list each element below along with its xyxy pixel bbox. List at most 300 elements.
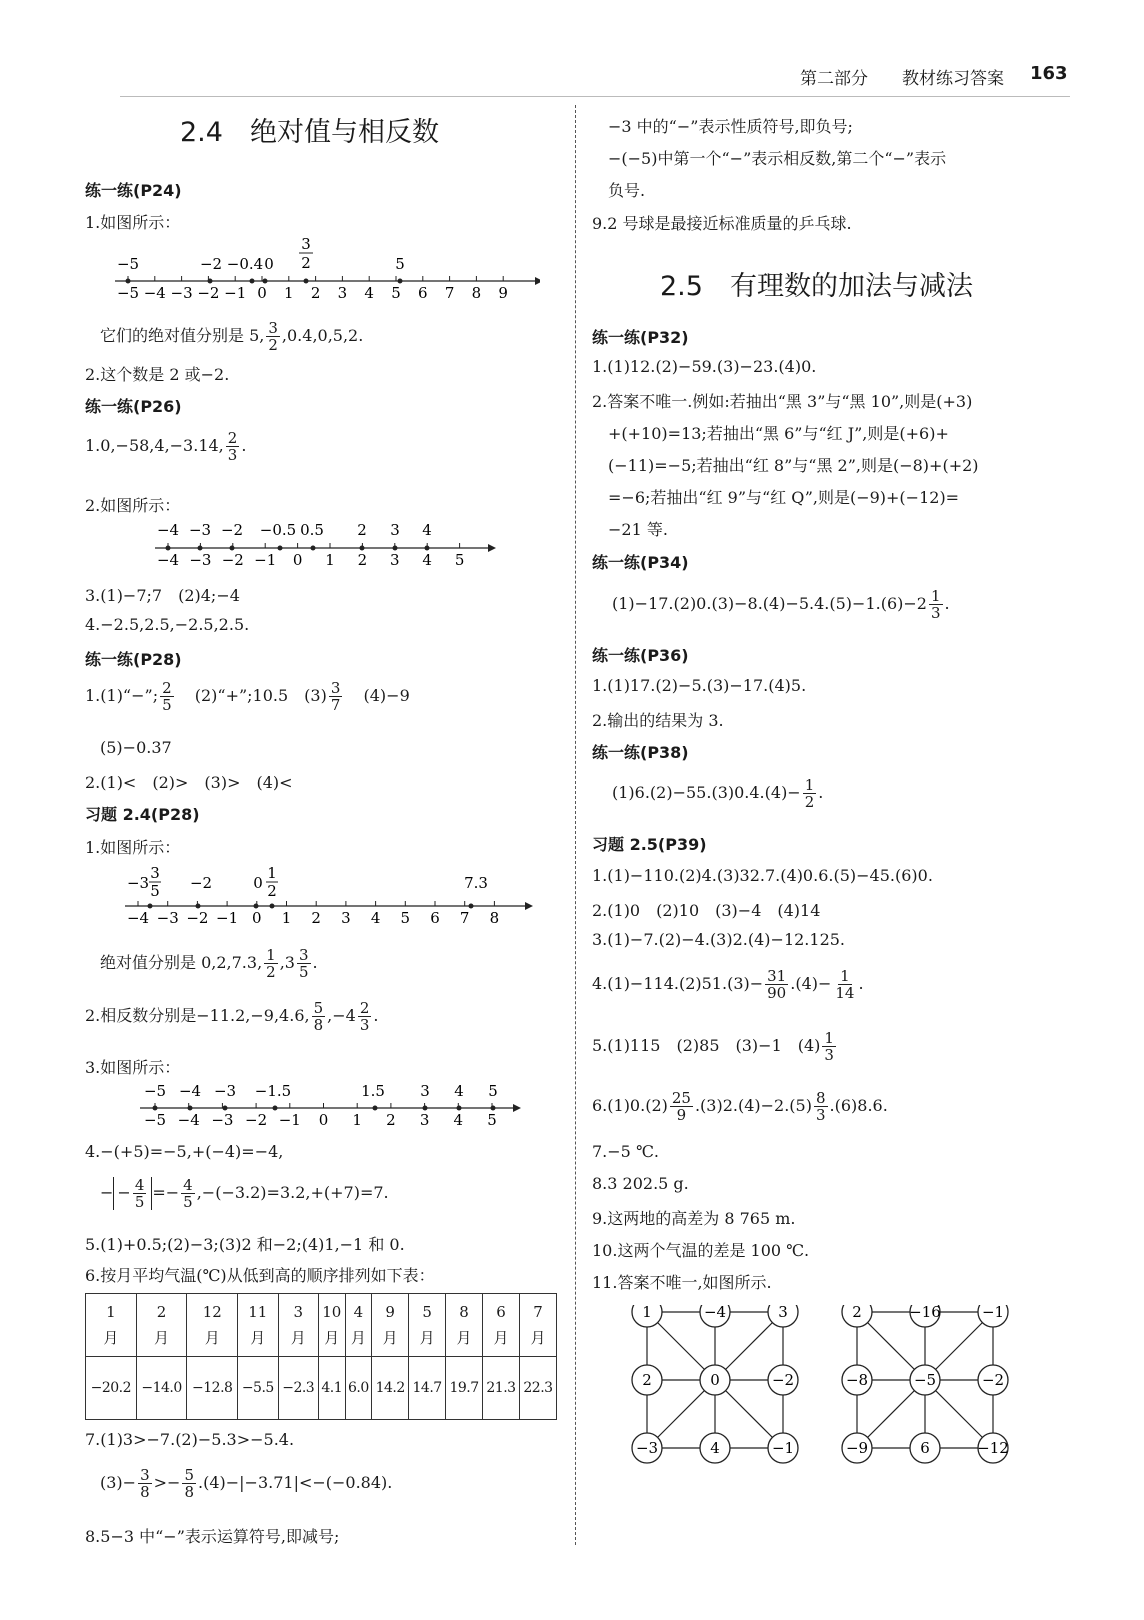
text-span: . bbox=[944, 594, 950, 613]
answer-text: 9.这两地的高差为 8 765 m. bbox=[592, 1209, 796, 1228]
answer-text: 3.(1)−7;7 (2)4;−4 bbox=[85, 586, 240, 605]
cell-line: 月 bbox=[350, 1329, 366, 1347]
tick-label: 5 bbox=[400, 909, 411, 927]
text-span: .(4)−|−3.71|<−(−0.84). bbox=[197, 1473, 393, 1492]
page-number: 163 bbox=[1030, 63, 1068, 84]
table-cell bbox=[372, 1294, 409, 1357]
text-span: .(3)2.(4)−2.(5) bbox=[694, 1096, 812, 1115]
tick-label: −3 bbox=[170, 284, 193, 302]
text-span: ,−4 bbox=[327, 1006, 356, 1025]
frac-den: 5 bbox=[134, 1193, 145, 1211]
cell-line: 5 bbox=[422, 1303, 432, 1321]
nl2-label: 4 bbox=[422, 521, 432, 539]
frac-num: 2 bbox=[162, 679, 172, 697]
frac-den: 3 bbox=[227, 446, 238, 464]
grid-node-value: −16 bbox=[909, 1305, 941, 1321]
tick-label: 4 bbox=[453, 1111, 464, 1129]
answer-text: 1.如图所示： bbox=[85, 213, 181, 232]
fraction bbox=[226, 430, 240, 463]
number-line-2 bbox=[150, 518, 500, 568]
fraction bbox=[138, 1467, 152, 1500]
answer-text: 2.如图所示： bbox=[85, 496, 181, 515]
nl1-label: 0 bbox=[264, 255, 274, 273]
answer-text: 1.(1)−110.(2)4.(3)32.7.(4)0.6.(5)−45.(6)0. bbox=[592, 866, 933, 885]
frac-den: 5 bbox=[162, 696, 172, 714]
table-cell: −14.0 bbox=[136, 1357, 187, 1420]
table-cell: −12.8 bbox=[187, 1357, 238, 1420]
text-span: =− bbox=[152, 1183, 180, 1202]
tick-label: −5 bbox=[116, 284, 140, 302]
tick-label: 8 bbox=[471, 284, 482, 302]
cell-line: 9 bbox=[385, 1303, 395, 1321]
cell-line: 月 bbox=[250, 1329, 266, 1347]
tick-label: −1 bbox=[216, 909, 239, 927]
tick-label: 1 bbox=[325, 551, 335, 568]
cell-line: 月 bbox=[324, 1329, 340, 1347]
answer-text: 8.5−3 中“−”表示运算符号,即减号; bbox=[85, 1527, 340, 1546]
nl2-label: 2 bbox=[357, 521, 367, 539]
frac-den: 2 bbox=[266, 963, 276, 981]
answer-text: 5.(1)+0.5;(2)−3;(3)2 和−2;(4)1,−1 和 0. bbox=[85, 1235, 405, 1254]
text-span: 4.(1)−114.(2)51.(3)− bbox=[592, 974, 764, 993]
tick-label: 3 bbox=[341, 909, 351, 927]
cell-line: 月 bbox=[290, 1329, 306, 1347]
grid-node-value: −2 bbox=[771, 1371, 795, 1389]
fraction bbox=[264, 947, 278, 980]
text-span: . bbox=[818, 783, 824, 802]
tick-label: −3 bbox=[156, 909, 179, 927]
tick-label: 3 bbox=[337, 284, 348, 302]
table-cell: 4.1 bbox=[318, 1357, 345, 1420]
table-cell: −5.5 bbox=[238, 1357, 278, 1420]
cell-line: 4 bbox=[353, 1303, 364, 1321]
cell-line: 月 bbox=[154, 1329, 170, 1347]
frac-den: 8 bbox=[140, 1483, 150, 1501]
frac-den: 5 bbox=[298, 963, 309, 981]
frac-den: 7 bbox=[330, 696, 341, 714]
table-cell: −2.3 bbox=[278, 1357, 318, 1420]
nl2-label: −3 bbox=[188, 521, 212, 539]
table-cell bbox=[86, 1294, 137, 1357]
text-span: (2)“+”;10.5 (3) bbox=[194, 686, 327, 705]
text-span: 5.(1)115 (2)85 (3)−1 (4) bbox=[592, 1036, 821, 1055]
answer-text: 8.3 202.5 g. bbox=[592, 1174, 689, 1193]
fraction bbox=[929, 588, 943, 621]
text-span: ,3 bbox=[279, 953, 295, 972]
nl4-label: −1.5 bbox=[254, 1082, 292, 1100]
cell-line: 8 bbox=[459, 1303, 469, 1321]
frac-num: 2 bbox=[359, 999, 370, 1017]
answer-text: 2.答案不唯一.例如:若抽出“黑 3”与“黑 10”,则是(+3) bbox=[592, 392, 973, 411]
circle-grid-1 bbox=[630, 1305, 820, 1465]
frac-num: 4 bbox=[134, 1176, 145, 1194]
answer-text bbox=[100, 1177, 389, 1210]
frac-num: 1 bbox=[930, 587, 941, 605]
frac-den: 8 bbox=[184, 1483, 194, 1501]
table-cell: −20.2 bbox=[86, 1357, 137, 1420]
header-part: 第二部分 bbox=[800, 69, 868, 89]
table-cell: 21.3 bbox=[483, 1357, 520, 1420]
fraction bbox=[358, 1000, 372, 1033]
header-section: 教材练习答案 bbox=[902, 69, 1004, 89]
tick-label: −4 bbox=[143, 284, 166, 302]
nl2-label: −2 bbox=[220, 521, 244, 539]
nl3-label: 0 bbox=[253, 874, 263, 892]
tick-label: 5 bbox=[454, 551, 465, 568]
tick-label: 4 bbox=[370, 909, 381, 927]
table-cell bbox=[187, 1294, 238, 1357]
tick-label: 0 bbox=[252, 909, 262, 927]
tick-label: −5 bbox=[143, 1111, 167, 1129]
fraction bbox=[670, 1090, 693, 1123]
temperature-table bbox=[85, 1293, 557, 1420]
frac-num: 3 bbox=[268, 319, 278, 337]
tick-label: 5 bbox=[487, 1111, 497, 1129]
grid-node-value: −1 bbox=[771, 1439, 795, 1457]
table-cell bbox=[409, 1294, 446, 1357]
number-line-4 bbox=[135, 1080, 530, 1132]
nl4-label: −3 bbox=[213, 1082, 237, 1100]
fraction bbox=[814, 1090, 828, 1123]
tick-label: 9 bbox=[498, 284, 508, 302]
tick-label: 4 bbox=[364, 284, 374, 302]
tick-label: 0 bbox=[292, 551, 303, 568]
table-cell bbox=[483, 1294, 520, 1357]
answer-text: 负号. bbox=[608, 181, 646, 200]
grid-node-value: −12 bbox=[977, 1439, 1009, 1457]
grid-node-value: 3 bbox=[778, 1305, 788, 1321]
table-cell bbox=[318, 1294, 345, 1357]
tick-label: 6 bbox=[418, 284, 428, 302]
tick-label: 2 bbox=[357, 551, 368, 568]
cell-line: 月 bbox=[530, 1329, 546, 1347]
text-span: − bbox=[100, 1183, 114, 1202]
nl2-label: −4 bbox=[156, 521, 180, 539]
frac-num: 2 bbox=[227, 429, 238, 447]
answer-text bbox=[592, 1030, 838, 1063]
fraction bbox=[133, 1177, 147, 1210]
answer-text: 6.按月平均气温(℃)从低到高的顺序排列如下表： bbox=[85, 1266, 435, 1285]
frac-num: 5 bbox=[313, 999, 324, 1017]
section-title-2-5: 2.5 有理数的加法与减法 bbox=[660, 271, 973, 302]
frac-num: 1 bbox=[840, 967, 850, 985]
text-span: (4)−9 bbox=[363, 686, 410, 705]
circle-grid-2 bbox=[840, 1305, 1030, 1465]
tick-label: −4 bbox=[126, 909, 150, 927]
answer-text bbox=[100, 320, 363, 353]
grid-node-value: −2 bbox=[981, 1371, 1005, 1389]
nl4-label: 4 bbox=[454, 1082, 464, 1100]
nl1-label: −0.4 bbox=[226, 255, 264, 273]
table-cell bbox=[345, 1294, 372, 1357]
fraction bbox=[329, 680, 343, 713]
tick-label: −4 bbox=[156, 551, 180, 568]
answer-text: 7.−5 ℃. bbox=[592, 1142, 659, 1161]
tick-label: 2 bbox=[310, 284, 321, 302]
tick-label: 2 bbox=[311, 909, 321, 927]
answer-text: 1.如图所示： bbox=[85, 838, 181, 857]
text-span: 绝对值分别是 0,2,7.3, bbox=[100, 953, 263, 972]
nl3-label: −2 bbox=[189, 874, 213, 892]
frac-num: 1 bbox=[266, 946, 276, 964]
frac-num: 31 bbox=[767, 967, 787, 985]
nl2-label: 3 bbox=[390, 521, 400, 539]
number-line-3 bbox=[120, 858, 540, 930]
text-span: 1.(1)“−”; bbox=[85, 686, 159, 705]
text-span: >− bbox=[153, 1473, 181, 1492]
grid-node-value: 2 bbox=[642, 1371, 652, 1389]
frac-den: 3 bbox=[815, 1106, 826, 1124]
text-span: . bbox=[241, 436, 247, 455]
fraction bbox=[765, 968, 788, 1001]
frac-den: 3 bbox=[359, 1016, 370, 1034]
nl4-label: −4 bbox=[178, 1082, 202, 1100]
frac-num: 25 bbox=[671, 1089, 691, 1107]
answer-text: +(+10)=13;若抽出“黑 6”与“红 J”,则是(+6)+ bbox=[608, 424, 949, 443]
subheading-p24: 练一练(P24) bbox=[85, 181, 182, 200]
grid-node-value: −1 bbox=[981, 1305, 1005, 1321]
fraction bbox=[822, 1030, 836, 1063]
answer-text bbox=[612, 777, 823, 810]
tick-label: −4 bbox=[177, 1111, 200, 1129]
table-cell bbox=[278, 1294, 318, 1357]
table-cell: 19.7 bbox=[446, 1357, 483, 1420]
nl3-frac-den: 2 bbox=[267, 882, 277, 900]
cell-line: 3 bbox=[293, 1303, 303, 1321]
answer-text bbox=[100, 1467, 392, 1500]
tick-label: 1 bbox=[281, 909, 292, 927]
nl3-frac-num: 1 bbox=[267, 864, 277, 882]
answer-text bbox=[612, 588, 950, 621]
text-span: ,0.4,0,5,2. bbox=[281, 326, 364, 345]
tick-label: 7 bbox=[444, 284, 455, 302]
cell-line: 2 bbox=[156, 1303, 167, 1321]
frac-den: 5 bbox=[183, 1193, 193, 1211]
table-cell bbox=[519, 1294, 556, 1357]
tick-label: 2 bbox=[386, 1111, 396, 1129]
table-cell: 6.0 bbox=[345, 1357, 372, 1420]
frac-num: 1 bbox=[804, 776, 815, 794]
text-span: . bbox=[373, 1006, 379, 1025]
tick-label: 0 bbox=[257, 284, 267, 302]
table-row bbox=[86, 1357, 557, 1420]
grid-node-value: −3 bbox=[635, 1439, 659, 1457]
answer-text bbox=[592, 1090, 888, 1123]
frac-num: 1 bbox=[824, 1029, 834, 1047]
nl1-frac-den: 2 bbox=[301, 254, 311, 272]
answer-text: 9.2 号球是最接近标准质量的乒乓球. bbox=[592, 214, 852, 233]
fraction bbox=[266, 320, 280, 353]
fraction bbox=[181, 1177, 195, 1210]
answer-text: (−11)=−5;若抽出“红 8”与“黑 2”,则是(−8)+(+2) bbox=[608, 456, 979, 475]
cell-line: 6 bbox=[496, 1303, 506, 1321]
table-cell: 14.2 bbox=[372, 1357, 409, 1420]
answer-text: −21 等. bbox=[608, 520, 668, 539]
number-line-1 bbox=[110, 235, 540, 305]
nl4-label: 3 bbox=[420, 1082, 430, 1100]
nl3-frac-num: 3 bbox=[150, 864, 160, 882]
text-span: 它们的绝对值分别是 5, bbox=[100, 326, 265, 345]
frac-den: 2 bbox=[804, 793, 815, 811]
subheading-p32: 练一练(P32) bbox=[592, 328, 689, 347]
answer-text: =−6;若抽出“红 9”与“红 Q”,则是(−9)+(−12)= bbox=[608, 488, 960, 507]
column-divider bbox=[575, 105, 576, 1545]
tick-label: −2 bbox=[245, 1111, 268, 1129]
answer-text: 2.(1)0 (2)10 (3)−4 (4)14 bbox=[592, 901, 821, 920]
tick-label: −1 bbox=[278, 1111, 301, 1129]
frac-den: 3 bbox=[824, 1046, 834, 1064]
grid-node-value: 1 bbox=[642, 1305, 652, 1321]
cell-line: 月 bbox=[204, 1329, 220, 1347]
text-span: .(6)8.6. bbox=[829, 1096, 888, 1115]
text-span: 6.(1)0.(2) bbox=[592, 1096, 668, 1115]
answer-text: (5)−0.37 bbox=[100, 738, 172, 757]
answer-text: 2.这个数是 2 或−2. bbox=[85, 365, 230, 384]
nl2-label: −0.5 bbox=[259, 521, 297, 539]
cell-line: 7 bbox=[533, 1303, 543, 1321]
tick-label: 1 bbox=[352, 1111, 362, 1129]
frac-num: 3 bbox=[140, 1466, 150, 1484]
grid-node-value: −9 bbox=[845, 1439, 869, 1457]
text-span: . bbox=[312, 953, 318, 972]
fraction bbox=[833, 968, 856, 1001]
text-span: . bbox=[858, 974, 864, 993]
table-cell bbox=[238, 1294, 278, 1357]
subheading-exercise-2-4: 习题 2.4(P28) bbox=[85, 805, 200, 824]
frac-den: 8 bbox=[313, 1016, 324, 1034]
frac-den: 2 bbox=[268, 336, 278, 354]
grid-node-value: 6 bbox=[920, 1439, 930, 1457]
frac-den: 14 bbox=[835, 984, 855, 1002]
frac-num: 3 bbox=[298, 946, 309, 964]
subheading-exercise-2-5: 习题 2.5(P39) bbox=[592, 835, 707, 854]
answer-text bbox=[85, 430, 246, 463]
answer-text: 10.这两个气温的差是 100 ℃. bbox=[592, 1241, 810, 1260]
cell-line: 12 bbox=[202, 1303, 222, 1321]
subheading-p28: 练一练(P28) bbox=[85, 650, 182, 669]
frac-num: 3 bbox=[330, 679, 341, 697]
answer-text: 2.(1)< (2)> (3)> (4)< bbox=[85, 773, 293, 792]
text-span: 2.相反数分别是−11.2,−9,4.6, bbox=[85, 1006, 310, 1025]
nl2-label: 0.5 bbox=[300, 521, 324, 539]
frac-num: 5 bbox=[184, 1466, 194, 1484]
cell-line: 月 bbox=[382, 1329, 398, 1347]
nl1-frac-num: 3 bbox=[301, 235, 311, 253]
text-span: (1)6.(2)−55.(3)0.4.(4)− bbox=[612, 783, 801, 802]
subheading-p38: 练一练(P38) bbox=[592, 743, 689, 762]
tick-label: 7 bbox=[459, 909, 470, 927]
nl1-label: −5 bbox=[116, 255, 140, 273]
table-row bbox=[86, 1294, 557, 1357]
frac-den: 90 bbox=[767, 984, 787, 1002]
tick-label: −1 bbox=[254, 551, 277, 568]
nl3-label: −3 bbox=[126, 874, 150, 892]
cell-line: 月 bbox=[103, 1329, 119, 1347]
tick-label: 5 bbox=[391, 284, 401, 302]
fraction bbox=[312, 1000, 326, 1033]
fraction bbox=[803, 777, 817, 810]
frac-num: 4 bbox=[183, 1176, 193, 1194]
grid-node-value: 2 bbox=[852, 1305, 862, 1321]
fraction bbox=[182, 1467, 196, 1500]
answer-text: 7.(1)3>−7.(2)−5.3>−5.4. bbox=[85, 1430, 295, 1449]
cell-line: 11 bbox=[248, 1303, 268, 1321]
nl4-label: 1.5 bbox=[361, 1082, 385, 1100]
table-cell: 14.7 bbox=[409, 1357, 446, 1420]
answer-text bbox=[100, 947, 318, 980]
tick-label: −1 bbox=[224, 284, 247, 302]
fraction bbox=[297, 947, 311, 980]
cell-line: 月 bbox=[493, 1329, 509, 1347]
text-span: (3)− bbox=[100, 1473, 137, 1492]
answer-text: 2.输出的结果为 3. bbox=[592, 711, 724, 730]
answer-text: 3.(1)−7.(2)−4.(3)2.(4)−12.125. bbox=[592, 930, 846, 949]
nl4-label: −5 bbox=[143, 1082, 167, 1100]
table-cell: 22.3 bbox=[519, 1357, 556, 1420]
tick-label: −2 bbox=[221, 551, 244, 568]
answer-text bbox=[85, 680, 410, 713]
text-span: ,−(−3.2)=3.2,+(+7)=7. bbox=[196, 1183, 389, 1202]
cell-line: 月 bbox=[456, 1329, 472, 1347]
text-span: (1)−17.(2)0.(3)−8.(4)−5.4.(5)−1.(6)−2 bbox=[612, 594, 927, 613]
tick-label: 1 bbox=[284, 284, 294, 302]
text-span: 1.0,−58,4,−3.14, bbox=[85, 436, 224, 455]
answer-text: 1.(1)12.(2)−59.(3)−23.(4)0. bbox=[592, 357, 817, 376]
tick-label: −2 bbox=[186, 909, 209, 927]
answer-text: 11.答案不唯一,如图所示. bbox=[592, 1273, 772, 1292]
answer-text bbox=[592, 968, 864, 1001]
tick-label: 0 bbox=[318, 1111, 329, 1129]
tick-label: −2 bbox=[197, 284, 220, 302]
answer-text: −(−5)中第一个“−”表示相反数,第二个“−”表示 bbox=[608, 149, 947, 168]
frac-num: 8 bbox=[815, 1089, 826, 1107]
frac-den: 9 bbox=[676, 1106, 687, 1124]
tick-label: 6 bbox=[430, 909, 440, 927]
grid-node-value: 0 bbox=[710, 1371, 720, 1389]
cell-line: 月 bbox=[419, 1329, 435, 1347]
tick-label: −3 bbox=[211, 1111, 234, 1129]
cell-line: 10 bbox=[322, 1303, 342, 1321]
abs-bar: − $\frac{4}{5}$ bbox=[113, 1177, 152, 1210]
answer-text: 4.−(+5)=−5,+(−4)=−4, bbox=[85, 1142, 284, 1161]
answer-text: −3 中的“−”表示性质符号,即负号; bbox=[608, 117, 853, 136]
grid-node-value: −5 bbox=[913, 1371, 937, 1389]
tick-label: 4 bbox=[422, 551, 432, 568]
tick-label: 8 bbox=[489, 909, 500, 927]
subheading-p36: 练一练(P36) bbox=[592, 646, 689, 665]
subheading-p26: 练一练(P26) bbox=[85, 397, 182, 416]
grid-node-value: −8 bbox=[845, 1371, 869, 1389]
answer-text: 1.(1)17.(2)−5.(3)−17.(4)5. bbox=[592, 676, 807, 695]
section-title-2-4: 2.4 绝对值与相反数 bbox=[180, 117, 439, 148]
tick-label: −3 bbox=[189, 551, 212, 568]
nl3-label: 7.3 bbox=[464, 874, 488, 892]
table-cell bbox=[446, 1294, 483, 1357]
frac-den: 3 bbox=[930, 604, 941, 622]
text-span: .(4)− bbox=[790, 974, 832, 993]
fraction bbox=[160, 680, 174, 713]
answer-text: 3.如图所示： bbox=[85, 1058, 181, 1077]
nl1-label: −2 bbox=[199, 255, 223, 273]
nl4-label: 5 bbox=[488, 1082, 498, 1100]
tick-label: 3 bbox=[419, 1111, 430, 1129]
nl3-frac-den: 5 bbox=[150, 882, 160, 900]
cell-line: 1 bbox=[106, 1303, 116, 1321]
grid-node-value: 4 bbox=[710, 1439, 720, 1457]
table-cell bbox=[136, 1294, 187, 1357]
answer-text bbox=[85, 1000, 378, 1033]
subheading-p34: 练一练(P34) bbox=[592, 553, 689, 572]
